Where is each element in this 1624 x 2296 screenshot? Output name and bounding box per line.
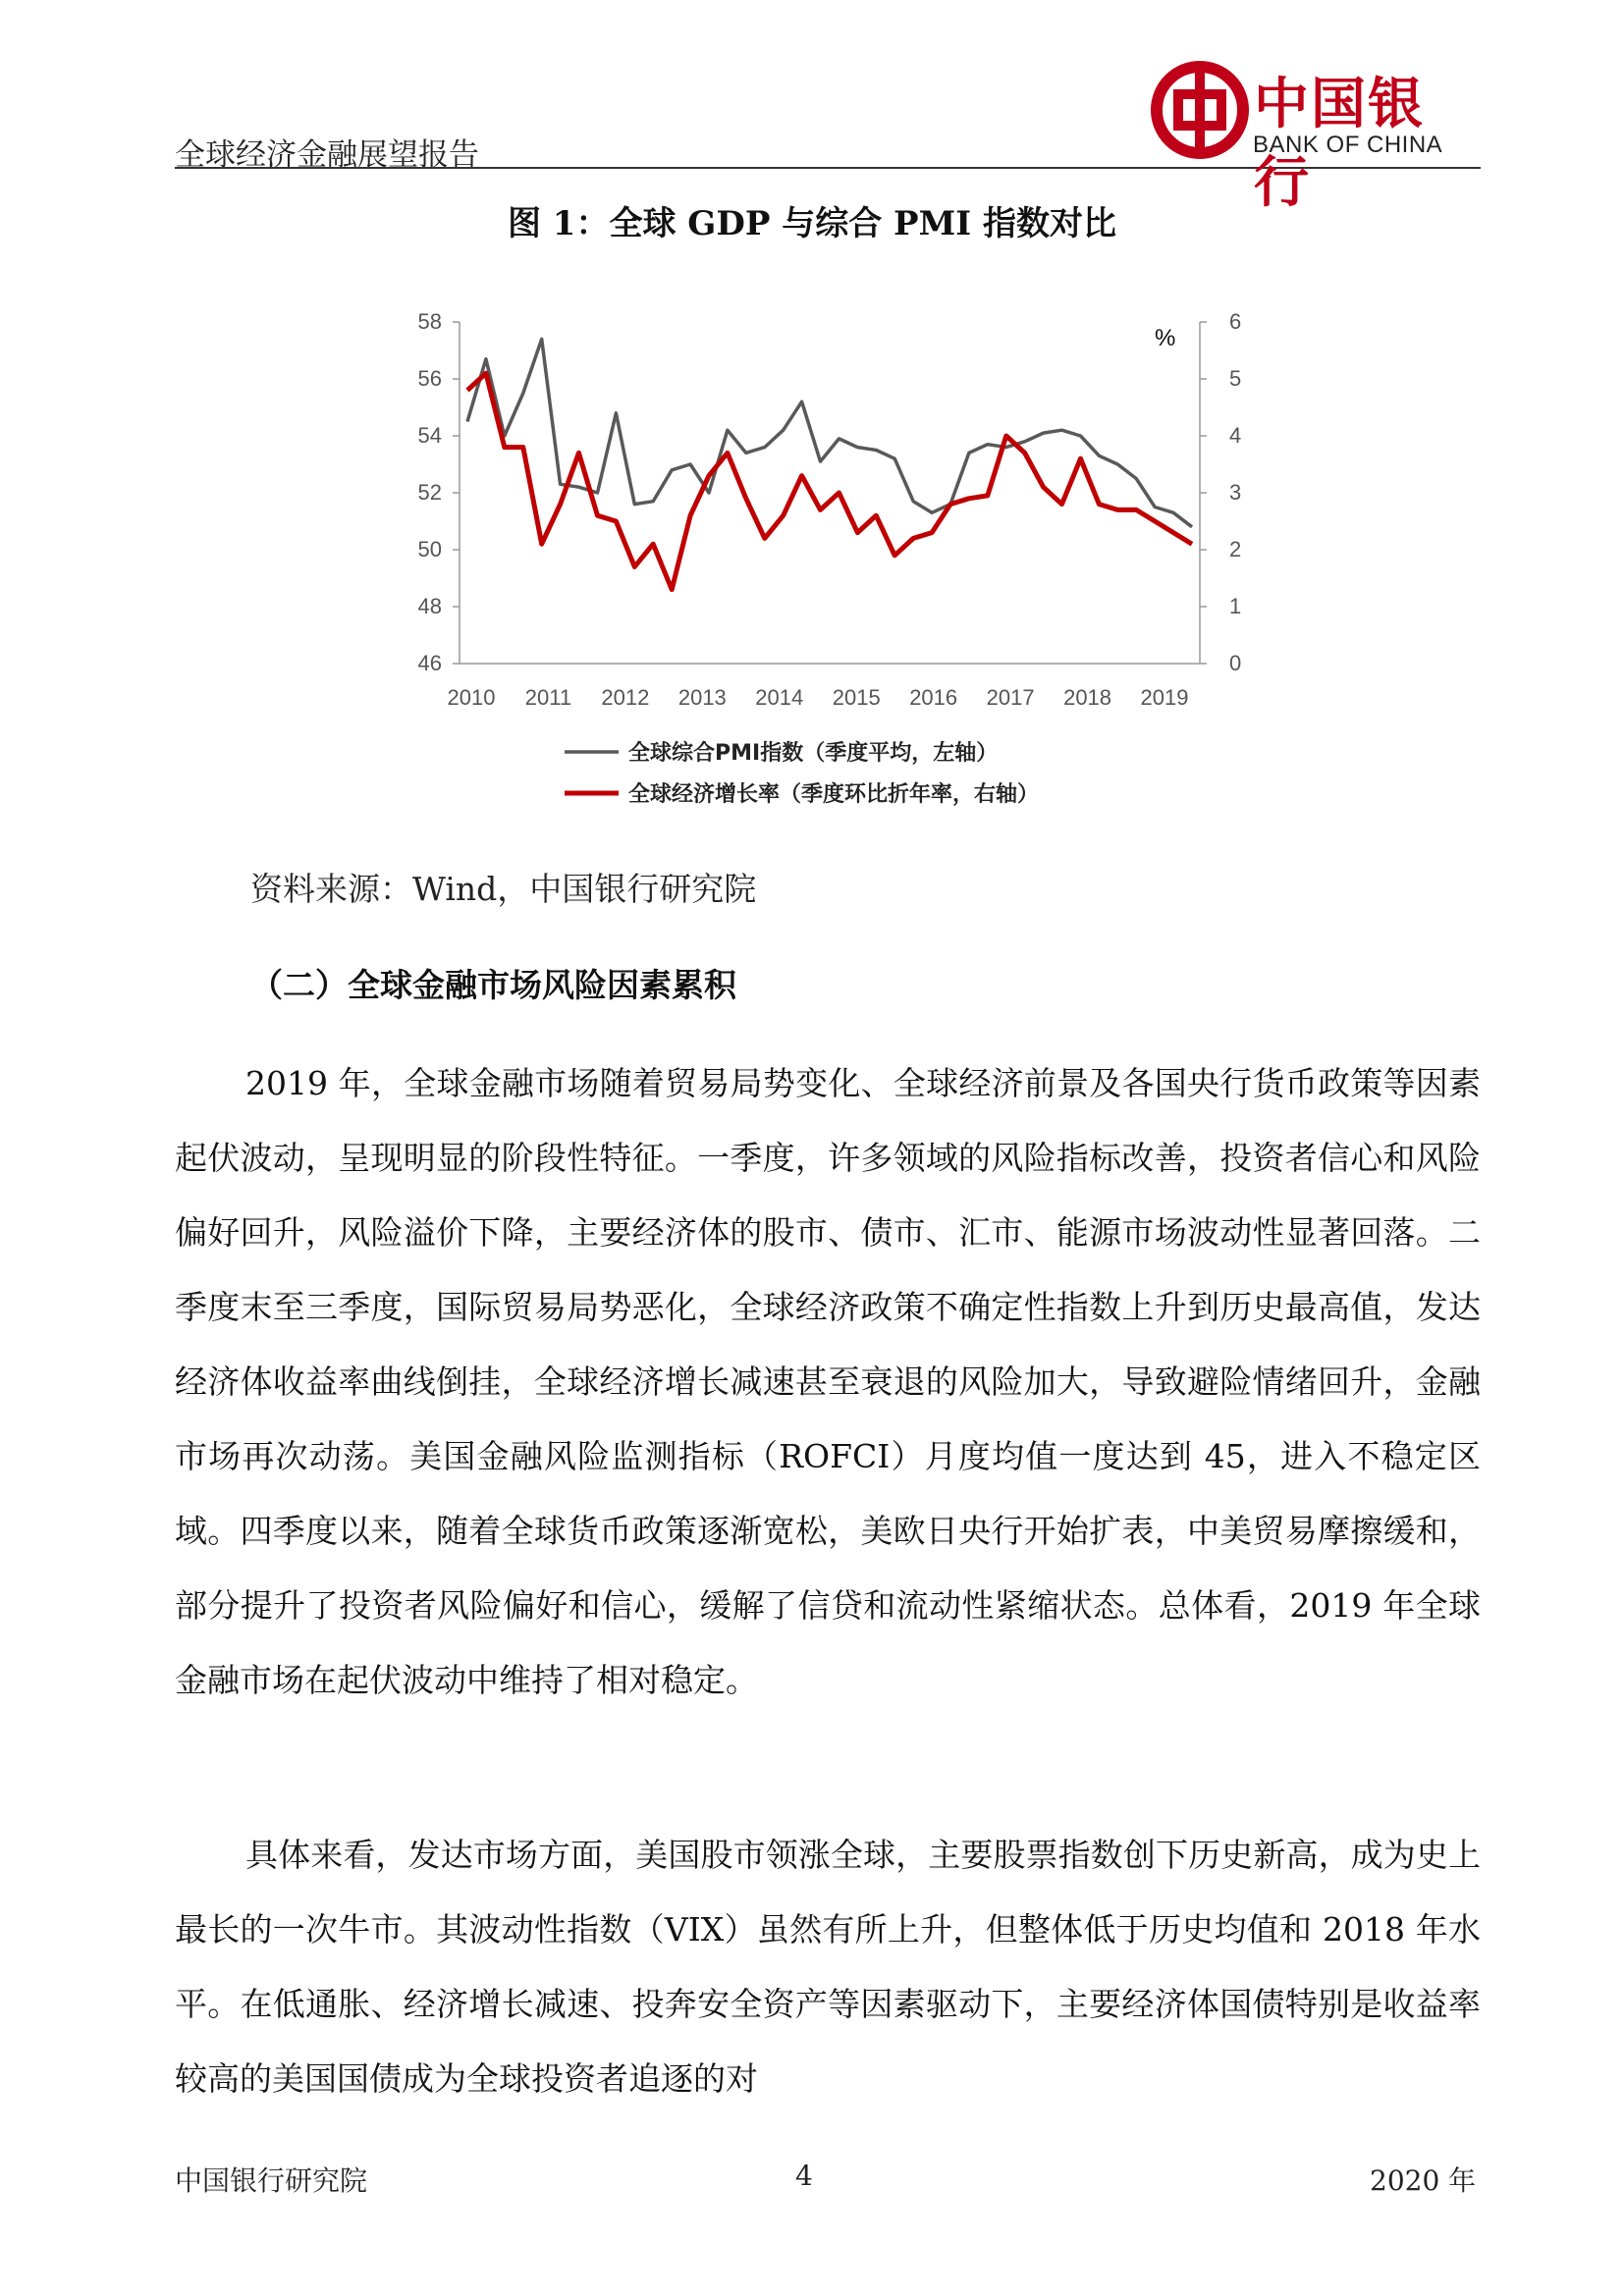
chart-lines	[467, 339, 1192, 589]
bank-of-china-logo	[1151, 61, 1475, 215]
x-tick-label: 2014	[755, 685, 804, 710]
chart-legend	[565, 740, 1039, 807]
left-tick-label: 52	[417, 480, 442, 505]
x-tick-label: 2016	[909, 685, 958, 710]
left-tick-label: 54	[417, 423, 442, 448]
x-tick-label: 2017	[986, 685, 1035, 710]
figure-source: 资料来源：Wind，中国银行研究院	[250, 870, 757, 908]
right-axis-unit: %	[1155, 325, 1176, 351]
left-tick-label: 56	[417, 366, 442, 391]
left-tick-label: 58	[417, 309, 442, 334]
x-tick-label: 2013	[677, 685, 727, 710]
right-tick-label: 5	[1229, 366, 1242, 391]
section-heading: （二）全球金融市场风险因素累积	[250, 966, 736, 1004]
boc-emblem-icon	[1151, 61, 1249, 159]
paragraph-2: 具体来看，发达市场方面，美国股市领涨全球，主要股票指数创下历史新高，成为史上最长的一次牛市。其波动性指数（VIX）虽然有所上升，但整体低于历史均值和 2018 年水平。在低通胀、经济增长减速、投奔安全资产等因素驱动下，主要经济体国债特别是收益率较高的美国国债成为全球投资者追逐的对	[175, 1836, 1481, 2098]
logo-english-text: BANK OF CHINA	[1253, 132, 1443, 158]
left-tick-label: 46	[417, 651, 442, 675]
x-tick-label: 2015	[832, 685, 881, 710]
x-tick-label: 2018	[1063, 685, 1112, 710]
page-number: 4	[795, 2160, 813, 2192]
x-tick-label: 2010	[447, 685, 496, 710]
logo-chinese-text: 中国银行	[1254, 72, 1425, 215]
report-title: 全球经济金融展望报告	[175, 137, 479, 173]
right-tick-label: 3	[1229, 480, 1242, 505]
x-tick-label: 2019	[1140, 685, 1189, 710]
right-tick-label: 2	[1229, 537, 1242, 561]
figure-title: 图 1：全球 GDP 与综合 PMI 指数对比	[507, 204, 1117, 243]
legend-label: 全球经济增长率（季度环比折年率，右轴）	[628, 782, 1040, 807]
right-tick-label: 1	[1229, 594, 1242, 618]
x-tick-label: 2011	[524, 685, 572, 710]
footer-year: 2020 年	[1370, 2164, 1477, 2197]
gdp-series-line	[467, 373, 1192, 589]
right-tick-label: 0	[1229, 651, 1242, 675]
left-tick-label: 50	[417, 537, 442, 561]
right-tick-label: 4	[1229, 423, 1242, 448]
left-tick-label: 48	[417, 594, 442, 618]
x-tick-label: 2012	[601, 685, 650, 710]
right-tick-label: 6	[1229, 309, 1242, 334]
gdp-pmi-line-chart	[393, 294, 1257, 825]
footer-institute: 中国银行研究院	[175, 2164, 368, 2197]
legend-label: 全球综合PMI指数（季度平均，左轴）	[628, 741, 999, 766]
paragraph-1: 2019 年，全球金融市场随着贸易局势变化、全球经济前景及各国央行货币政策等因素起伏波动，呈现明显的阶段性特征。一季度，许多领域的风险指标改善，投资者信心和风险偏好回升，风险溢价下降，主要经济体的股市、债市、汇市、能源市场波动性显著回落。二季度末至三季度，国际贸易局势恶化，全球经济政策不确定性指数上升到历史最高值，发达经济体收益率曲线倒挂，全球经济增长减速甚至衰退的风险加大，导致避险情绪回升，金融市场再次动荡。美国金融风险监测指标（ROFCI）月度均值一度达到 45，进入不稳定区域。四季度以来，随着全球货币政策逐渐宽松，美欧日央行开始扩表，中美贸易摩擦缓和，部分提升了投资者风险偏好和信心，缓解了信贷和流动性紧缩状态。总体看，2019 年全球金融市场在起伏波动中维持了相对稳定。	[175, 1064, 1481, 1699]
